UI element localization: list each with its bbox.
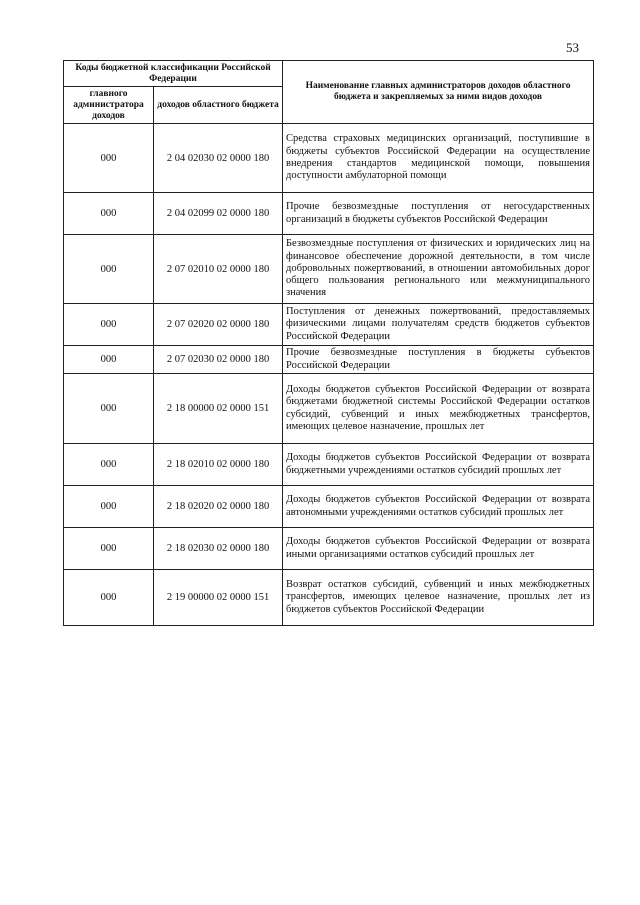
admin-code-cell: 000 — [64, 444, 154, 486]
table-row — [64, 193, 594, 235]
income-code-cell: 2 07 02020 02 0000 180 — [154, 304, 283, 346]
table-row — [64, 486, 594, 528]
income-name-text: Возврат остатков субсидий, субвенций и иных межбюджетных трансфертов, имеющих целевое назначение, прошлых лет из бюджетов субъектов Российской Федерации — [286, 579, 591, 615]
admin-code-cell: 000 — [64, 528, 154, 570]
admin-code-cell: 000 — [64, 374, 154, 444]
income-name-cell — [283, 374, 594, 444]
income-code-cell: 2 19 00000 02 0000 151 — [154, 570, 283, 626]
header-name-column: Наименование главных администраторов доходов областного бюджета и закрепляемых за ними видов доходов — [283, 61, 594, 124]
admin-code-cell: 000 — [64, 124, 154, 193]
income-name-text: Доходы бюджетов субъектов Российской Федерации от возврата иными организациями остатков субсидий прошлых лет — [286, 536, 591, 560]
budget-classification-table — [63, 60, 594, 626]
admin-code-cell: 000 — [64, 304, 154, 346]
header-classification-codes: Коды бюджетной классификации Российской Федерации — [64, 61, 283, 87]
income-name-cell — [283, 570, 594, 626]
table-row — [64, 124, 594, 193]
income-code-cell: 2 07 02030 02 0000 180 — [154, 346, 283, 374]
table-row — [64, 528, 594, 570]
admin-code-cell: 000 — [64, 193, 154, 235]
table-row — [64, 374, 594, 444]
income-name-text: Прочие безвозмездные поступления в бюджеты субъектов Российской Федерации — [286, 347, 591, 371]
table-row — [64, 235, 594, 304]
income-name-cell — [283, 124, 594, 193]
header-income-column: доходов областного бюджета — [154, 87, 283, 124]
income-code-cell: 2 18 00000 02 0000 151 — [154, 374, 283, 444]
income-name-cell — [283, 193, 594, 235]
page-number: 53 — [566, 40, 579, 55]
income-code-cell: 2 04 02099 02 0000 180 — [154, 193, 283, 235]
income-code-cell: 2 07 02010 02 0000 180 — [154, 235, 283, 304]
income-name-text: Средства страховых медицинских организаций, поступившие в бюджеты субъектов Российской Федерации на осуществление внедрения стандартов медицинской помощи, повышения доступности амбулаторной помощи — [286, 133, 591, 182]
admin-code-cell: 000 — [64, 235, 154, 304]
admin-code-cell: 000 — [64, 346, 154, 374]
income-name-cell — [283, 444, 594, 486]
income-name-cell — [283, 486, 594, 528]
income-code-cell: 2 18 02020 02 0000 180 — [154, 486, 283, 528]
income-name-text: Доходы бюджетов субъектов Российской Федерации от возврата автономными учреждениями остатков субсидий прошлых лет — [286, 494, 591, 518]
table-row — [64, 346, 594, 374]
income-code-cell: 2 18 02030 02 0000 180 — [154, 528, 283, 570]
admin-code-cell: 000 — [64, 570, 154, 626]
header-admin-column: главного администратора доходов — [64, 87, 154, 124]
admin-code-cell: 000 — [64, 486, 154, 528]
income-name-text: Прочие безвозмездные поступления от негосударственных организаций в бюджеты субъектов Российской Федерации — [286, 201, 591, 225]
table-row — [64, 444, 594, 486]
income-name-cell — [283, 304, 594, 346]
table-row — [64, 570, 594, 626]
income-name-cell — [283, 528, 594, 570]
income-code-cell: 2 18 02010 02 0000 180 — [154, 444, 283, 486]
income-name-cell — [283, 235, 594, 304]
table-row — [64, 304, 594, 346]
income-name-text: Безвозмездные поступления от физических и юридических лиц на финансовое обеспечение дорожной деятельности, в том числе добровольных пожертвований, в отношении автомобильных дорог общего пользования регионального или межмуниципального значения — [286, 238, 591, 299]
income-name-text: Доходы бюджетов субъектов Российской Федерации от возврата бюджетными учреждениями остатков субсидий прошлых лет — [286, 452, 591, 476]
income-name-text: Доходы бюджетов субъектов Российской Федерации от возврата бюджетами бюджетной системы Российской Федерации остатков субсидий, субвенций и иных межбюджетных трансфертов, имеющих целевое назначение, прошлых лет — [286, 383, 591, 432]
income-name-text: Поступления от денежных пожертвований, предоставляемых физическими лицами получателям средств бюджетов субъектов Российской Федерации — [286, 306, 591, 342]
income-code-cell: 2 04 02030 02 0000 180 — [154, 124, 283, 193]
income-name-cell — [283, 346, 594, 374]
